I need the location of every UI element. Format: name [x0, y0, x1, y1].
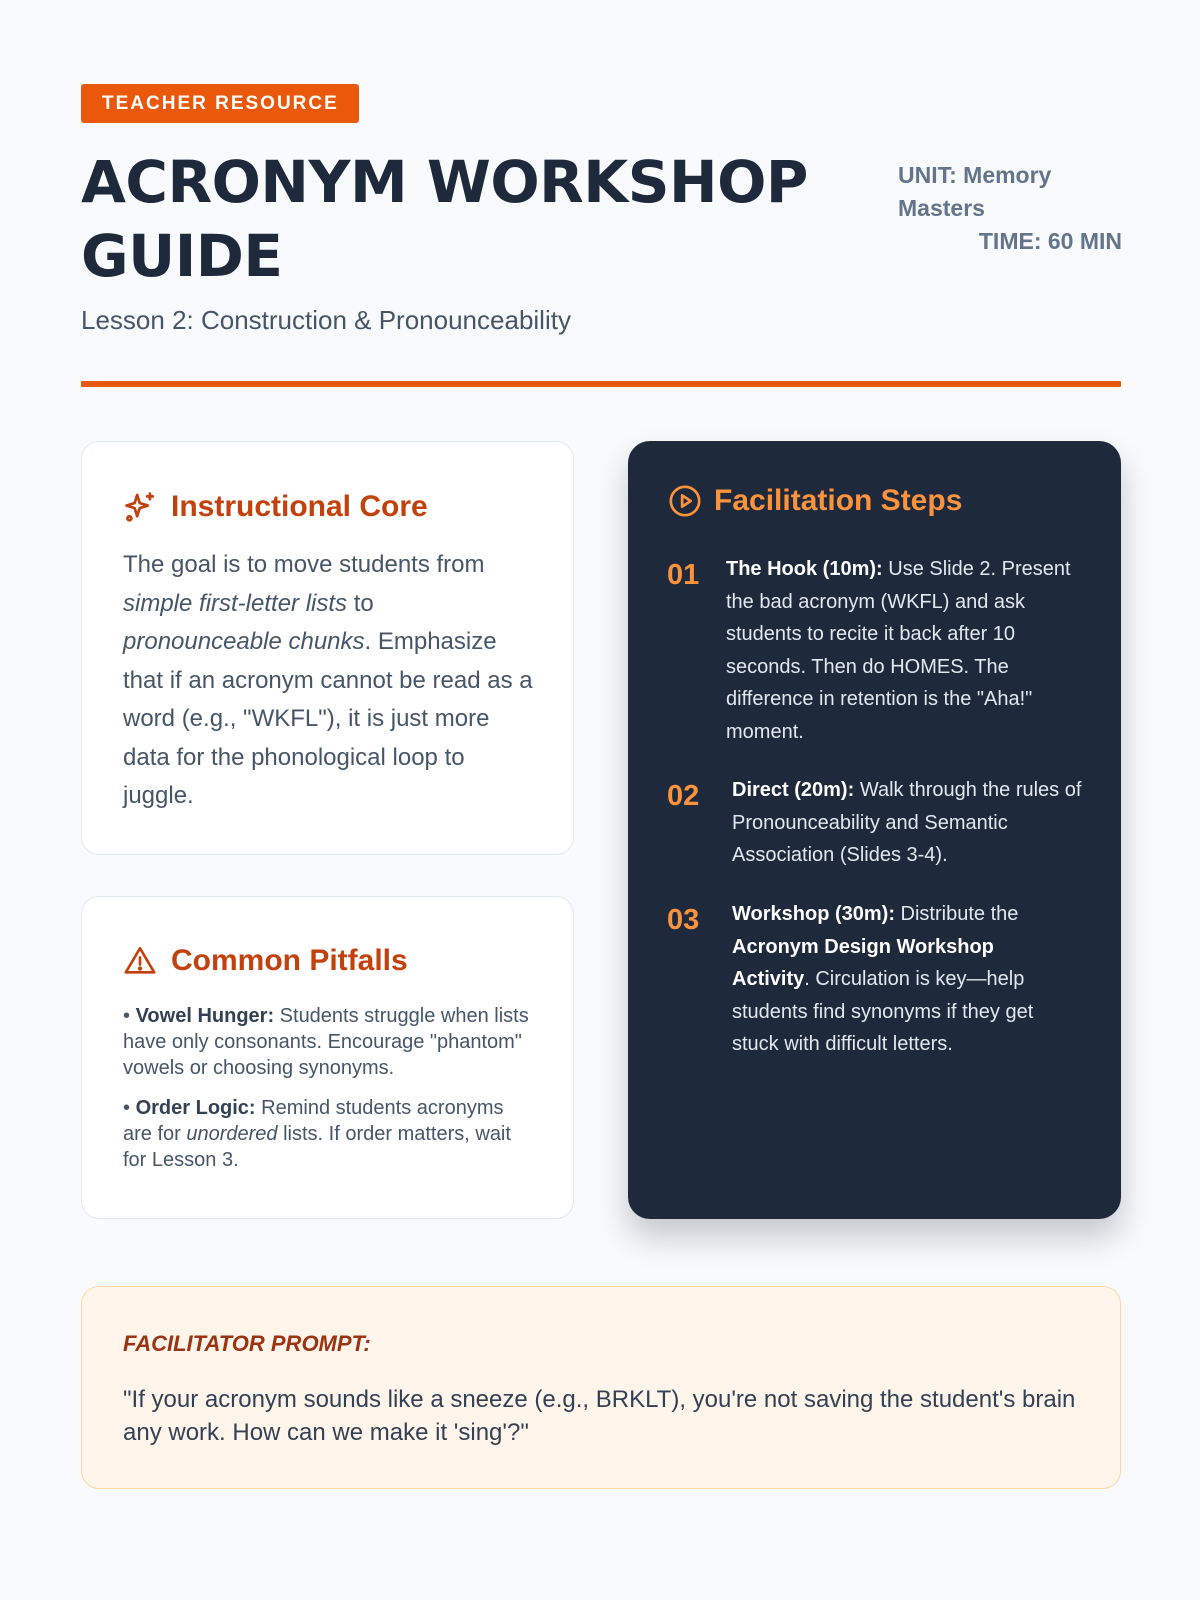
warning-icon: [123, 944, 157, 978]
pitfall-text: lists. If order matters, wait for Lesson 3.: [123, 1123, 511, 1171]
pitfall-title: Order Logic:: [135, 1097, 256, 1119]
time-label: TIME: 60 MIN: [978, 228, 1122, 254]
step-text: [726, 553, 1086, 748]
facilitation-steps-title: Facilitation Steps: [714, 484, 963, 517]
core-text-emphasis: pronounceable chunks: [123, 628, 365, 655]
lesson-subtitle: Lesson 2: Construction & Pronounceability: [81, 305, 571, 335]
step-number: 02: [667, 780, 700, 812]
common-pitfalls-title: Common Pitfalls: [171, 944, 408, 977]
bullet: •: [123, 1005, 131, 1027]
title-row: [81, 145, 1121, 293]
page-title: ACRONYM WORKSHOP GUIDE: [81, 148, 808, 290]
lesson-meta: [898, 159, 1122, 258]
unit-label: UNIT: Memory Masters: [898, 162, 1052, 221]
pitfall-item: [123, 1003, 533, 1081]
step-description: Use Slide 2. Present the bad acronym (WKFL) and ask students to recite it back after 10 seconds. Then do HOMES. The difference in retention is the "Aha!" moment.: [726, 558, 1071, 743]
sparkle-icon: [123, 490, 157, 524]
common-pitfalls-heading: [123, 943, 408, 979]
instructional-core-card: [81, 441, 574, 855]
step-item: [667, 774, 1087, 872]
pitfall-text: Remind students acronyms are for: [123, 1097, 504, 1145]
step-item: [667, 898, 1087, 1061]
instructional-core-title: Instructional Core: [171, 490, 428, 523]
activity-name: Acronym Design Workshop Activity: [732, 935, 994, 990]
core-text-part: The goal is to move students from: [123, 551, 485, 578]
facilitator-prompt-label: FACILITATOR PROMPT:: [123, 1331, 371, 1356]
step-title: Workshop (30m):: [732, 903, 895, 925]
instructional-core-heading: [123, 489, 428, 525]
step-number: 03: [667, 904, 700, 936]
step-text: [732, 898, 1072, 1061]
facilitator-prompt-quote: "If your acronym sounds like a sneeze (e.g., BRKLT), you're not saving the student's brain any work. How can we make it 'sing'?": [123, 1386, 1076, 1446]
facilitation-steps-card: [628, 441, 1121, 1219]
common-pitfalls-card: [81, 896, 574, 1219]
instructional-core-text: [123, 546, 533, 816]
play-circle-icon: [668, 484, 702, 518]
pitfall-emphasis: unordered: [186, 1123, 278, 1145]
step-description: . Circulation is key—help students find synonyms if they get stuck with difficult letters.: [732, 968, 1034, 1055]
core-text-emphasis: simple first-letter lists: [123, 589, 348, 617]
pitfall-text: Students struggle when lists have only consonants. Encourage "phantom" vowels or choosing synonyms.: [123, 1005, 529, 1079]
step-text: [732, 774, 1087, 872]
step-number: 01: [667, 559, 700, 591]
pitfall-item: [123, 1095, 533, 1173]
step-title: Direct (20m):: [732, 779, 855, 801]
facilitator-prompt-box: [81, 1286, 1121, 1489]
pitfall-title: Vowel Hunger:: [135, 1005, 275, 1027]
facilitation-steps-heading: [668, 483, 962, 519]
step-title: The Hook (10m):: [726, 558, 883, 580]
step-description: Distribute the: [894, 903, 1019, 925]
step-item: [667, 553, 1087, 748]
pitfalls-list: [123, 1003, 533, 1187]
step-description: Walk through the rules of Pronounceability and Semantic Association (Slides 3-4).: [732, 779, 1082, 866]
bullet: •: [123, 1097, 131, 1119]
page-header: [81, 84, 1121, 387]
header-divider: [81, 381, 1121, 387]
core-text-part: to: [347, 589, 374, 617]
teacher-resource-badge: TEACHER RESOURCE: [81, 84, 359, 123]
core-text-part: . Emphasize that if an acronym cannot be read as a word (e.g., "WKFL"), it is just more data for the phonological loop to juggle.: [123, 628, 533, 809]
